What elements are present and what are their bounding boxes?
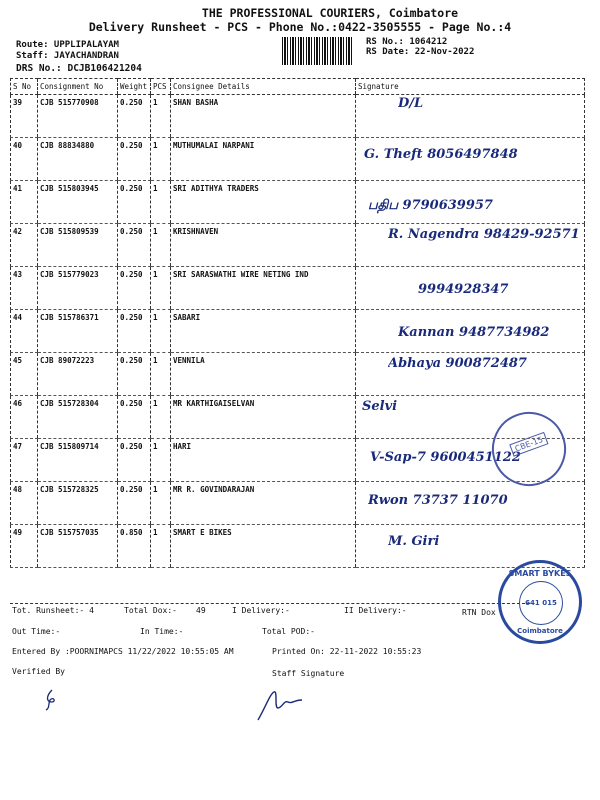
- table-row: [11, 224, 585, 267]
- cell-consignment: CJB 515770908: [38, 95, 118, 138]
- total-dox-value: 49: [196, 606, 206, 615]
- cell-weight: 0.250: [118, 396, 151, 439]
- col-signature: Signature: [356, 79, 585, 95]
- entered-by: Entered By :POORNIMAPCS 11/22/2022 10:55:05 AM: [12, 647, 234, 656]
- rs-number: RS No.: 1064212: [366, 37, 448, 47]
- table-row: [11, 181, 585, 224]
- cell-weight: 0.250: [118, 482, 151, 525]
- cell-pcs: 1: [151, 224, 171, 267]
- cell-weight: 0.250: [118, 138, 151, 181]
- handwritten-signature: பதிப 9790639957: [368, 198, 493, 213]
- total-dox-label: Total Dox:-: [124, 606, 177, 615]
- runsheet-title: Delivery Runsheet - PCS - Phone No.:0422-3505555 - Page No.:4: [88, 20, 512, 34]
- cell-sno: 42: [11, 224, 38, 267]
- staff-label: Staff: JAYACHANDRAN: [16, 51, 119, 61]
- printed-on: Printed On: 22-11-2022 10:55:23: [272, 647, 422, 656]
- cell-weight: 0.850: [118, 525, 151, 568]
- smart-bykes-stamp: [498, 560, 582, 644]
- table-header-row: [11, 79, 585, 95]
- table-row: [11, 353, 585, 396]
- col-weight: Weight: [118, 79, 151, 95]
- table-row: [11, 310, 585, 353]
- cell-signature: [356, 138, 585, 181]
- verifier-signature: [40, 688, 64, 712]
- cell-sno: 44: [11, 310, 38, 353]
- cell-weight: 0.250: [118, 181, 151, 224]
- cell-consignee: KRISHNAVEN: [171, 224, 356, 267]
- rtn-dox: RTN Dox: [462, 608, 496, 617]
- cell-consignment: CJB 88834880: [38, 138, 118, 181]
- cell-sno: 40: [11, 138, 38, 181]
- route-label: Route: UPPLIPALAYAM: [16, 40, 119, 50]
- cell-signature: [356, 353, 585, 396]
- ii-delivery: II Delivery:-: [344, 606, 407, 615]
- cell-consignee: MR KARTHIGAISELVAN: [171, 396, 356, 439]
- cell-signature: [356, 95, 585, 138]
- cell-consignment: CJB 515779023: [38, 267, 118, 310]
- cell-pcs: 1: [151, 267, 171, 310]
- cell-consignment: CJB 515809539: [38, 224, 118, 267]
- handwritten-signature: Selvi: [362, 399, 398, 414]
- cell-consignee: SHAN BASHA: [171, 95, 356, 138]
- table-bottom-divider: [10, 603, 530, 604]
- cell-sno: 45: [11, 353, 38, 396]
- barcode-image: [282, 37, 354, 65]
- cell-weight: 0.250: [118, 267, 151, 310]
- cell-pcs: 1: [151, 138, 171, 181]
- cell-sno: 48: [11, 482, 38, 525]
- handwritten-signature: M. Giri: [388, 534, 440, 549]
- cell-weight: 0.250: [118, 353, 151, 396]
- cell-pcs: 1: [151, 482, 171, 525]
- in-time: In Time:-: [140, 627, 184, 636]
- handwritten-signature: R. Nagendra 98429-92571: [388, 227, 580, 242]
- cell-weight: 0.250: [118, 310, 151, 353]
- cell-consignee: VENNILA: [171, 353, 356, 396]
- cell-consignment: CJB 515757035: [38, 525, 118, 568]
- verified-by: Verified By: [12, 667, 65, 676]
- cell-consignment: CJB 515809714: [38, 439, 118, 482]
- handwritten-signature: Abhaya 900872487: [388, 356, 527, 371]
- cell-pcs: 1: [151, 310, 171, 353]
- company-title: THE PROFESSIONAL COURIERS, Coimbatore: [201, 6, 459, 20]
- cell-consignee: SRI ADITHYA TRADERS: [171, 181, 356, 224]
- cell-consignment: CJB 515786371: [38, 310, 118, 353]
- cell-signature: [356, 310, 585, 353]
- cell-signature: [356, 181, 585, 224]
- table-row: [11, 525, 585, 568]
- cell-consignment: CJB 515728304: [38, 396, 118, 439]
- cell-sno: 39: [11, 95, 38, 138]
- stamp-city: Coimbatore: [517, 627, 563, 635]
- rs-date: RS Date: 22-Nov-2022: [366, 47, 475, 57]
- cell-signature: [356, 482, 585, 525]
- cell-consignee: SABARI: [171, 310, 356, 353]
- stamp-code: 641 015: [519, 581, 563, 625]
- handwritten-signature: G. Theft 8056497848: [364, 147, 518, 162]
- handwritten-signature: Rwon 73737 11070: [368, 493, 508, 508]
- cell-weight: 0.250: [118, 95, 151, 138]
- drs-number: DRS No.: DCJB106421204: [16, 63, 142, 74]
- tot-runsheet: Tot. Runsheet:- 4: [12, 606, 94, 615]
- cell-consignment: CJB 515803945: [38, 181, 118, 224]
- cell-pcs: 1: [151, 439, 171, 482]
- i-delivery: I Delivery:-: [232, 606, 290, 615]
- cell-weight: 0.250: [118, 439, 151, 482]
- handwritten-signature: D/L: [398, 96, 424, 111]
- table-row: [11, 482, 585, 525]
- cell-sno: 43: [11, 267, 38, 310]
- cell-pcs: 1: [151, 396, 171, 439]
- cell-sno: 49: [11, 525, 38, 568]
- cell-sno: 41: [11, 181, 38, 224]
- cell-signature: [356, 224, 585, 267]
- school-seal-text: CBE-15: [509, 432, 548, 457]
- cell-pcs: 1: [151, 353, 171, 396]
- handwritten-signature: Kannan 9487734982: [398, 325, 550, 340]
- col-consignee: Consignee Details: [171, 79, 356, 95]
- cell-weight: 0.250: [118, 224, 151, 267]
- cell-pcs: 1: [151, 181, 171, 224]
- cell-consignee: SMART E BIKES: [171, 525, 356, 568]
- col-sno: S No: [11, 79, 38, 95]
- out-time: Out Time:-: [12, 627, 61, 636]
- staff-signature-label: Staff Signature: [272, 669, 345, 678]
- cell-consignee: MR R. GOVINDARAJAN: [171, 482, 356, 525]
- cell-consignment: CJB 89072223: [38, 353, 118, 396]
- cell-sno: 47: [11, 439, 38, 482]
- cell-pcs: 1: [151, 525, 171, 568]
- cell-consignee: MUTHUMALAI NARPANI: [171, 138, 356, 181]
- col-consignment: Consignment No: [38, 79, 118, 95]
- cell-pcs: 1: [151, 95, 171, 138]
- staff-handwritten-signature: [256, 686, 306, 722]
- runsheet-table: [10, 78, 585, 568]
- table-row: [11, 138, 585, 181]
- cell-consignee: SRI SARASWATHI WIRE NETING IND: [171, 267, 356, 310]
- handwritten-signature: 9994928347: [418, 282, 509, 297]
- col-pcs: PCS: [151, 79, 171, 95]
- cell-consignment: CJB 515728325: [38, 482, 118, 525]
- stamp-top-text: SMART BYKES: [508, 569, 572, 578]
- cell-consignee: HARI: [171, 439, 356, 482]
- table-row: [11, 95, 585, 138]
- total-pod: Total POD:-: [262, 627, 315, 636]
- cell-signature: [356, 267, 585, 310]
- cell-sno: 46: [11, 396, 38, 439]
- table-row: [11, 267, 585, 310]
- handwritten-signature: V-Sap-7 9600451122: [370, 450, 521, 465]
